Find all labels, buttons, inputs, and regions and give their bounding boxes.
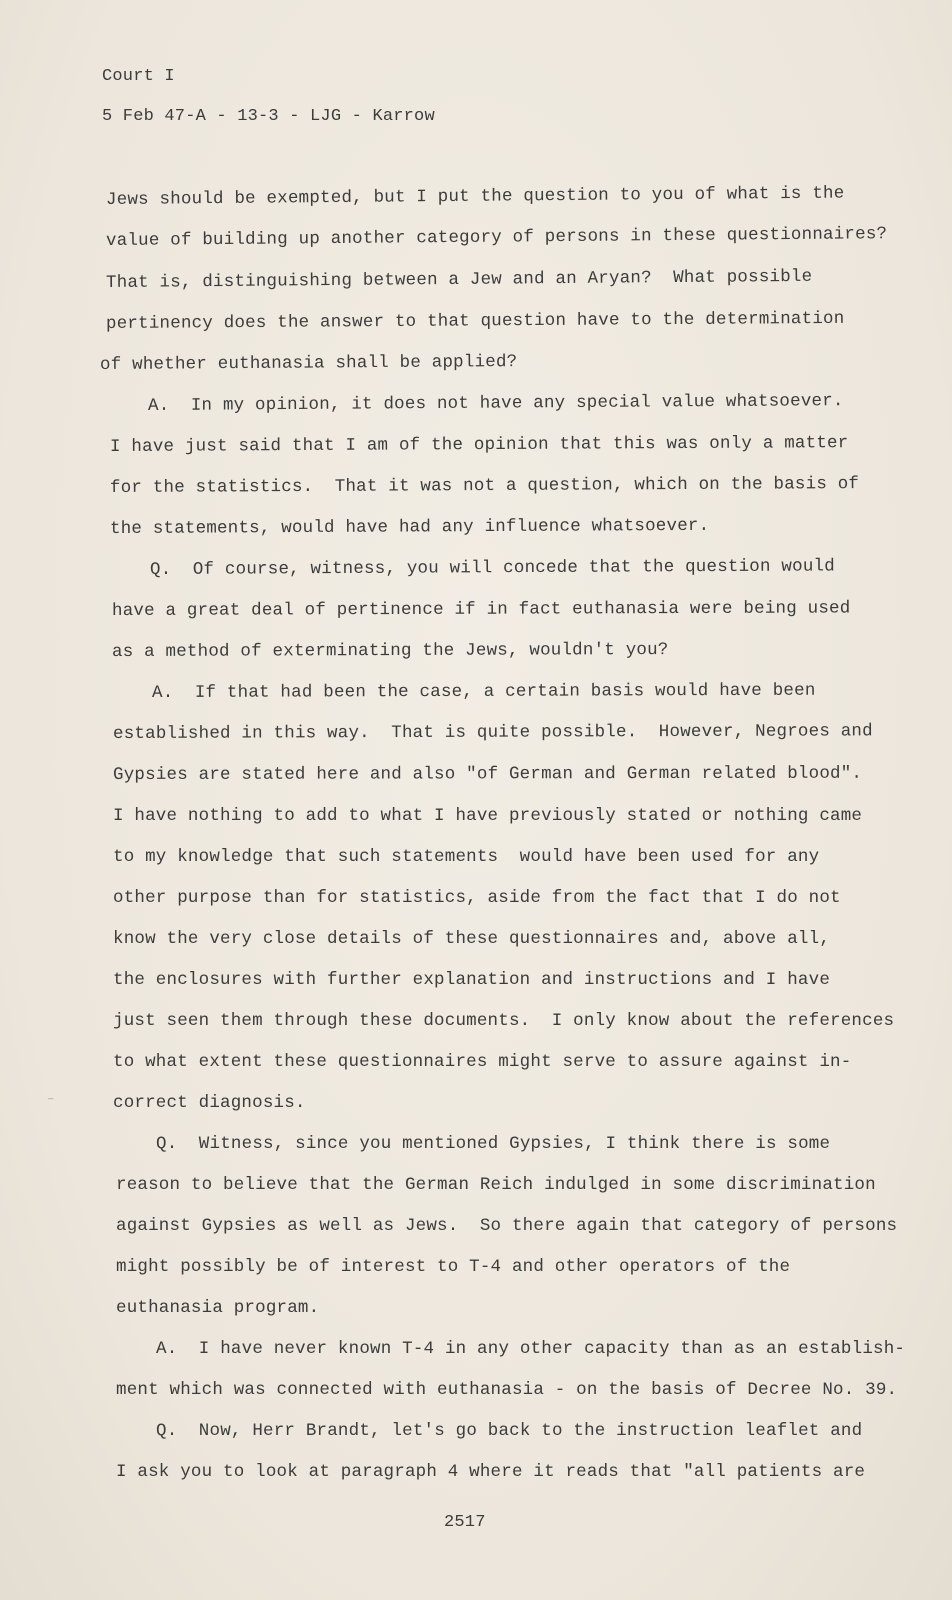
body-line: I have nothing to add to what I have previously stated or nothing came — [113, 806, 863, 826]
body-line: the statements, would have had any influence whatsoever. — [109, 515, 710, 539]
body-line: A. In my opinion, it does not have any special value whatsoever. — [147, 391, 844, 416]
body-line: Q. Now, Herr Brandt, let's go back to the instruction leaflet and — [156, 1421, 863, 1441]
body-line: the enclosures with further explanation and instructions and I have — [113, 970, 831, 990]
body-line: to my knowledge that such statements would have been used for any — [113, 847, 820, 867]
body-line: just seen them through these documents. I only know about the references — [113, 1011, 895, 1031]
body-line: pertinency does the answer to that question have to the determination — [105, 308, 845, 334]
body-line: value of building up another category of persons in these questionnaires? — [105, 224, 888, 251]
body-line: Q. Witness, since you mentioned Gypsies, I think there is some — [156, 1134, 831, 1154]
body-line: That is, distinguishing between a Jew and an Aryan? What possible — [105, 266, 813, 293]
margin-smudge: — — [48, 1094, 54, 1104]
page-number: 2517 — [444, 1513, 486, 1532]
body-line: for the statistics. That it was not a question, which on the basis of — [109, 474, 860, 498]
body-line: I have just said that I am of the opinion that this was only a matter — [109, 433, 849, 457]
transcript-reference: 5 Feb 47-A - 13-3 - LJG - Karrow — [102, 107, 435, 126]
body-line: reason to believe that the German Reich indulged in some discrimination — [116, 1175, 876, 1195]
body-line: have a great deal of pertinence if in fact euthanasia were being used — [111, 598, 851, 621]
body-line: other purpose than for statistics, aside from the fact that I do not — [113, 888, 841, 908]
body-line: A. I have never known T-4 in any other capacity than as an establish- — [156, 1339, 906, 1359]
court-label: Court I — [102, 67, 175, 86]
body-line: Gypsies are stated here and also "of German and German related blood". — [112, 763, 863, 785]
body-line: Jews should be exempted, but I put the question to you of what is the — [105, 183, 845, 210]
body-line: against Gypsies as well as Jews. So there again that category of persons — [116, 1216, 898, 1236]
body-line: Q. Of course, witness, you will concede that the question would — [149, 556, 835, 580]
body-line: ment which was connected with euthanasia - on the basis of Decree No. 39. — [116, 1380, 898, 1400]
body-line: I ask you to look at paragraph 4 where it reads that "all patients are — [116, 1462, 866, 1482]
body-line: to what extent these questionnaires might serve to assure against in- — [113, 1052, 852, 1072]
body-line: correct diagnosis. — [113, 1093, 306, 1113]
body-line: of whether euthanasia shall be applied? — [99, 352, 518, 375]
body-line: might possibly be of interest to T-4 and other operators of the — [116, 1257, 791, 1277]
body-line: A. If that had been the case, a certain basis would have been — [151, 680, 816, 703]
body-line: established in this way. That is quite possible. However, Negroes and — [112, 721, 873, 744]
body-line: know the very close details of these questionnaires and, above all, — [113, 929, 831, 949]
body-line: euthanasia program. — [116, 1298, 320, 1318]
body-line: as a method of exterminating the Jews, wouldn't you? — [111, 640, 669, 662]
